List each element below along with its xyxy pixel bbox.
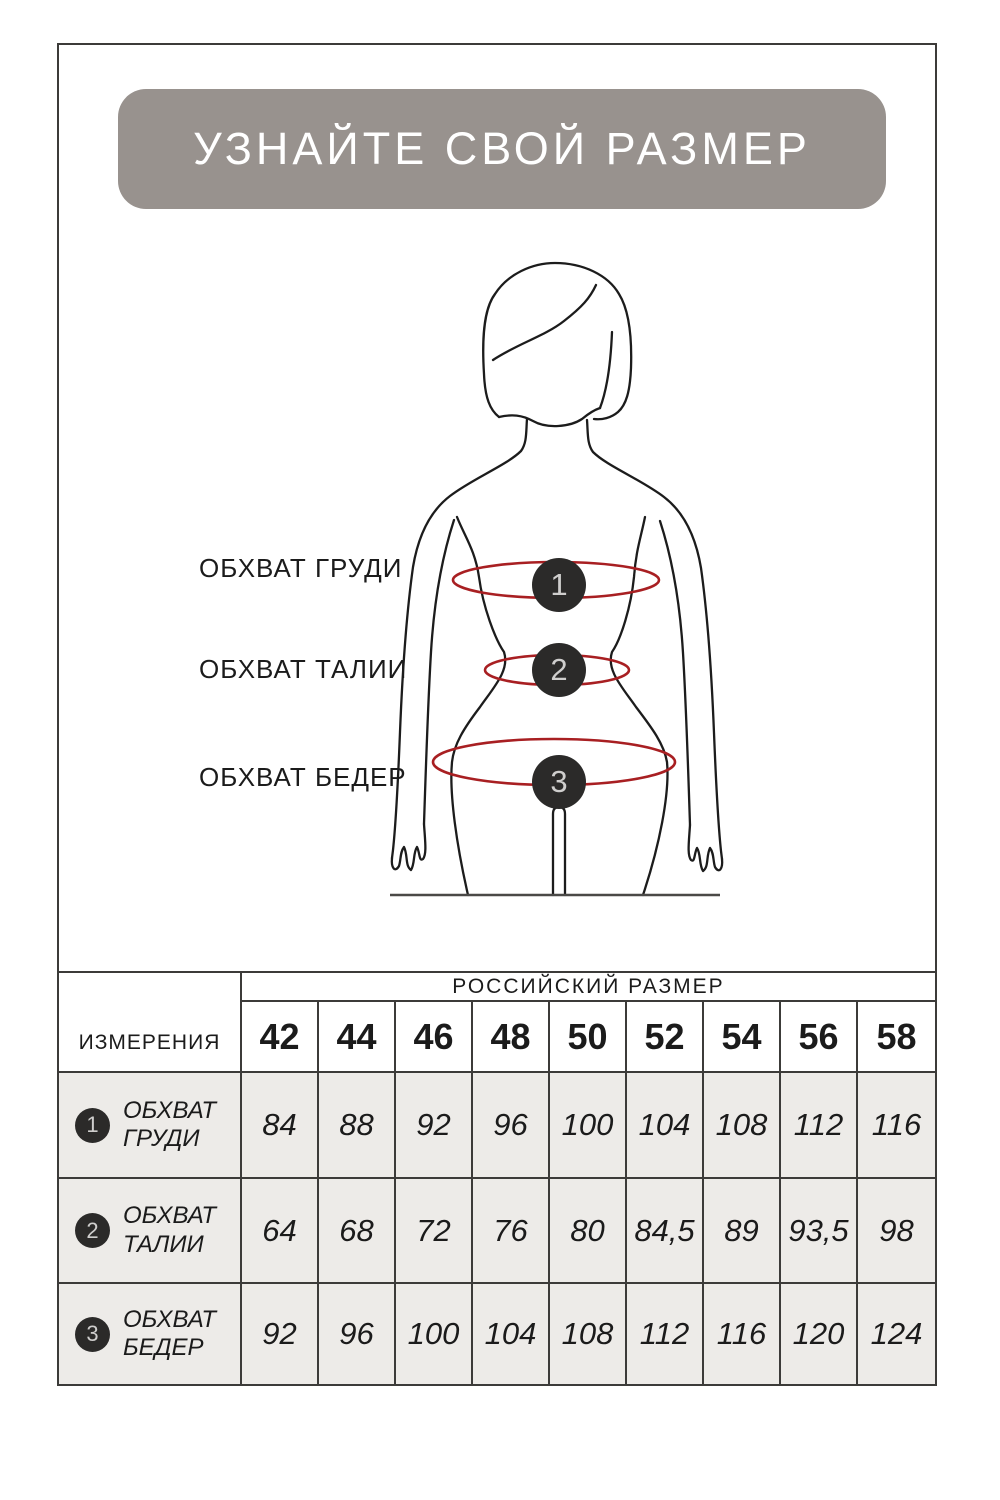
chest-value: 84 xyxy=(242,1073,319,1179)
marker-3-number: 3 xyxy=(550,764,568,799)
waist-value: 76 xyxy=(473,1179,550,1284)
size-col-header: 44 xyxy=(319,1002,396,1073)
figure-right-arm-outer xyxy=(587,420,722,859)
waist-value: 68 xyxy=(319,1179,396,1284)
hips-value: 96 xyxy=(319,1284,396,1384)
waist-value: 80 xyxy=(550,1179,627,1284)
row-hips-badge: 3 xyxy=(75,1317,110,1352)
figure-face-edge xyxy=(600,332,612,408)
hips-value: 104 xyxy=(473,1284,550,1384)
size-col-header: 42 xyxy=(242,1002,319,1073)
label-waist: ОБХВАТ ТАЛИИ xyxy=(199,654,408,684)
size-col-header: 52 xyxy=(627,1002,704,1073)
chest-value: 108 xyxy=(704,1073,781,1179)
row-waist-badge: 2 xyxy=(75,1213,110,1248)
row-chest-label: 1 ОБХВАТ ГРУДИ xyxy=(59,1073,242,1179)
size-table xyxy=(59,971,935,1384)
chest-value: 112 xyxy=(781,1073,858,1179)
figure-chin xyxy=(499,408,600,426)
hips-value: 92 xyxy=(242,1284,319,1384)
size-col-header: 54 xyxy=(704,1002,781,1073)
waist-value: 64 xyxy=(242,1179,319,1284)
row-hips-label: 3 ОБХВАТ БЕДЕР xyxy=(59,1284,242,1384)
hips-value: 112 xyxy=(627,1284,704,1384)
waist-value: 72 xyxy=(396,1179,473,1284)
figure-right-hand xyxy=(689,825,723,871)
chest-value: 116 xyxy=(858,1073,935,1179)
marker-3-hips xyxy=(532,755,586,809)
row-waist-label: 2 ОБХВАТ ТАЛИИ xyxy=(59,1179,242,1284)
marker-1-number: 1 xyxy=(550,567,568,602)
chest-value: 92 xyxy=(396,1073,473,1179)
label-hips: ОБХВАТ БЕДЕР xyxy=(199,762,407,792)
marker-1-chest xyxy=(532,558,586,612)
content-frame xyxy=(57,43,937,1386)
hips-value: 108 xyxy=(550,1284,627,1384)
hips-value: 124 xyxy=(858,1284,935,1384)
marker-2-number: 2 xyxy=(550,652,568,687)
waist-value: 93,5 xyxy=(781,1179,858,1284)
chest-value: 104 xyxy=(627,1073,704,1179)
row-chest-badge: 1 xyxy=(75,1108,110,1143)
figure-left-arm-outer xyxy=(392,419,527,858)
waist-value: 89 xyxy=(704,1179,781,1284)
size-col-header: 50 xyxy=(550,1002,627,1073)
chest-value: 88 xyxy=(319,1073,396,1179)
page-title: УЗНАЙТЕ СВОЙ РАЗМЕР xyxy=(193,123,811,174)
figure-left-hand xyxy=(392,824,426,870)
chest-value: 100 xyxy=(550,1073,627,1179)
waist-value: 84,5 xyxy=(627,1179,704,1284)
marker-2-waist xyxy=(532,643,586,697)
hips-value: 100 xyxy=(396,1284,473,1384)
hips-value: 120 xyxy=(781,1284,858,1384)
size-col-header: 58 xyxy=(858,1002,935,1073)
title-banner xyxy=(118,89,886,209)
figure-leg-gap xyxy=(553,807,565,895)
figure-right-arm-inner xyxy=(660,521,690,825)
figure-fringe xyxy=(493,285,596,360)
figure-right-torso xyxy=(611,517,668,895)
size-col-header: 48 xyxy=(473,1002,550,1073)
figure-left-arm-inner xyxy=(424,520,454,824)
size-col-header: 46 xyxy=(396,1002,473,1073)
chest-value: 96 xyxy=(473,1073,550,1179)
label-chest: ОБХВАТ ГРУДИ xyxy=(199,553,403,583)
figure-hair xyxy=(483,263,631,419)
russian-size-header: РОССИЙСКИЙ РАЗМЕР xyxy=(242,973,935,1002)
hips-value: 116 xyxy=(704,1284,781,1384)
waist-value: 98 xyxy=(858,1179,935,1284)
measurements-header: ИЗМЕРЕНИЯ xyxy=(59,973,242,1073)
size-col-header: 56 xyxy=(781,1002,858,1073)
